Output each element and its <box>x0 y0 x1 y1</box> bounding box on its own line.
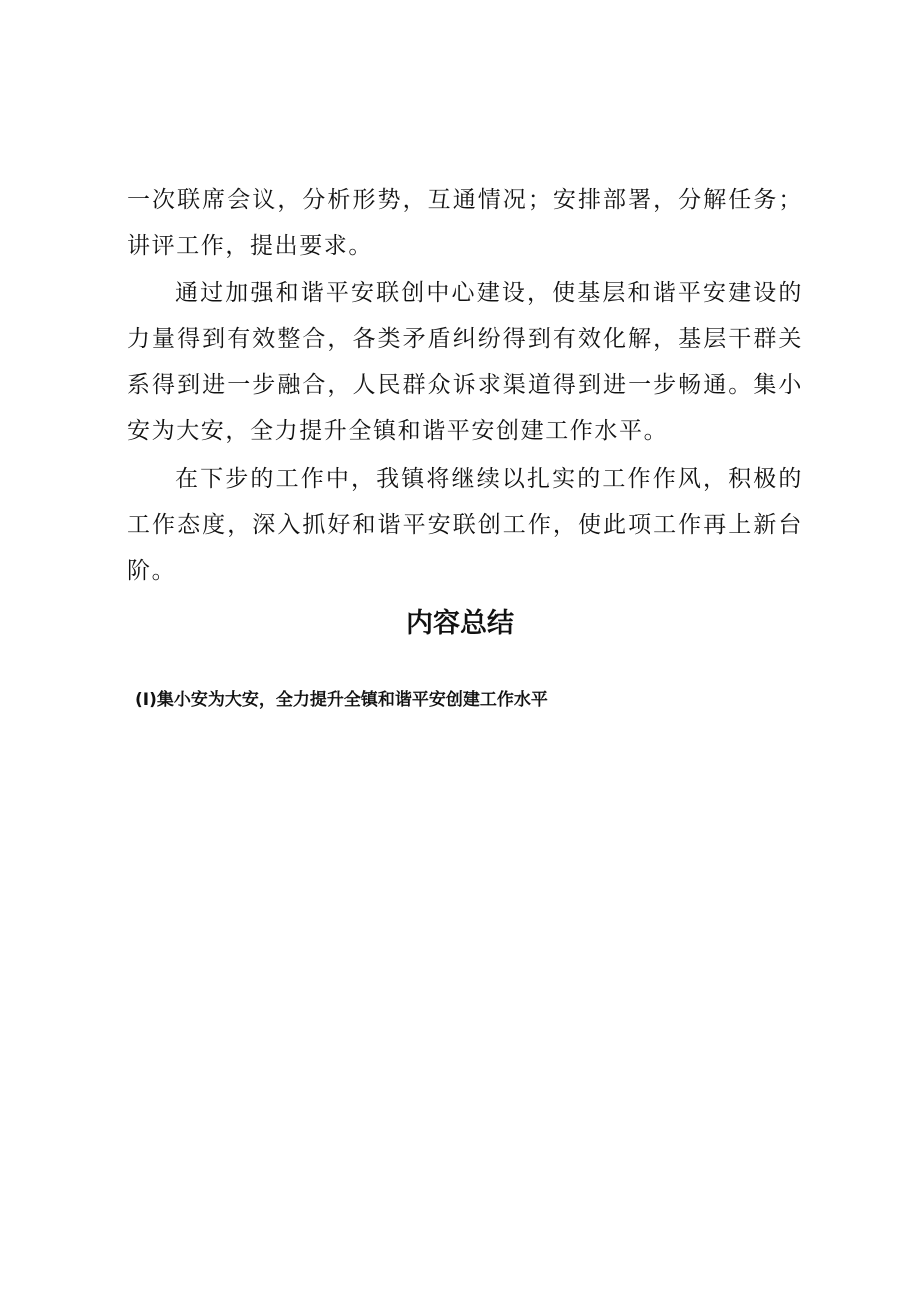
summary-heading: 内容总结 <box>406 608 514 639</box>
summary-item-1: (I)集小安为大安，全力提升全镇和谐平安创建工作水平 <box>135 690 548 710</box>
body-paragraph-3: 在下步的工作中，我镇将继续以扎实的工作作风，积极的工作态度，深入抓好和谐平安联创工作，使此项工作再上新台阶。 <box>127 466 803 584</box>
body-paragraph-1: 一次联席会议，分析形势，互通情况；安排部署，分解任务；讲评工作，提出要求。 <box>127 187 803 259</box>
body-paragraph-2: 通过加强和谐平安联创中心建设，使基层和谐平安建设的力量得到有效整合，各类矛盾纠纷得到有效化解，基层干群关系得到进一步融合，人民群众诉求渠道得到进一步畅通。集小安为大安，全力提升全镇和谐平安创建工作水平。 <box>127 280 803 444</box>
